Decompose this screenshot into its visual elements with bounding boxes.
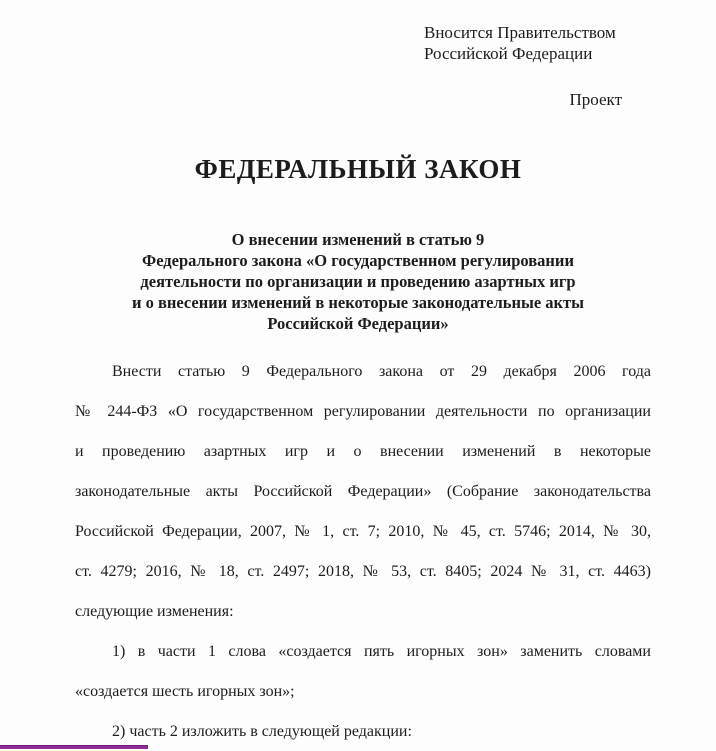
body-line: Российской Федерации, 2007, № 1, ст. 7; 2010, № 45, ст. 5746; 2014, № 30, — [75, 523, 651, 540]
draft-label: Проект — [569, 90, 622, 109]
body-line-amendment-2: 2) часть 2 изложить в следующей редакции: — [112, 723, 412, 740]
law-body — [75, 352, 651, 751]
law-title-line: деятельности по организации и проведению азартных игр — [140, 272, 576, 291]
body-line: законодательные акты Российской Федерации» (Собрание законодательства — [75, 483, 651, 500]
law-title-line: О внесении изменений в статью 9 — [231, 230, 485, 249]
submitted-by-line2: Российской Федерации — [424, 44, 593, 63]
law-title-line: Российской Федерации» — [267, 314, 449, 333]
body-line-amendment-1: 1) в части 1 слова «создается пять игорных зон» заменить словами — [112, 643, 651, 660]
body-line: следующие изменения: — [75, 603, 234, 620]
body-line: «создается шесть игорных зон»; — [75, 683, 295, 700]
body-line: Внести статью 9 Федерального закона от 29 декабря 2006 года — [112, 363, 651, 380]
law-title — [70, 229, 646, 334]
progress-bar — [0, 745, 148, 749]
body-line: № 244-ФЗ «О государственном регулировании деятельности по организации — [75, 403, 651, 420]
body-line: ст. 4279; 2016, № 18, ст. 2497; 2018, № 53, ст. 8405; 2024 № 31, ст. 4463) — [75, 563, 651, 580]
submitted-by-line1: Вносится Правительством — [424, 23, 616, 42]
law-heading: ФЕДЕРАЛЬНЫЙ ЗАКОН — [194, 154, 522, 184]
body-line: и проведению азартных игр и о внесении изменений в некоторые — [75, 443, 651, 460]
submitted-by-block — [424, 22, 622, 64]
law-title-line: и о внесении изменений в некоторые законодательные акты — [131, 293, 585, 312]
law-title-line: Федерального закона «О государственном регулировании — [142, 251, 574, 270]
